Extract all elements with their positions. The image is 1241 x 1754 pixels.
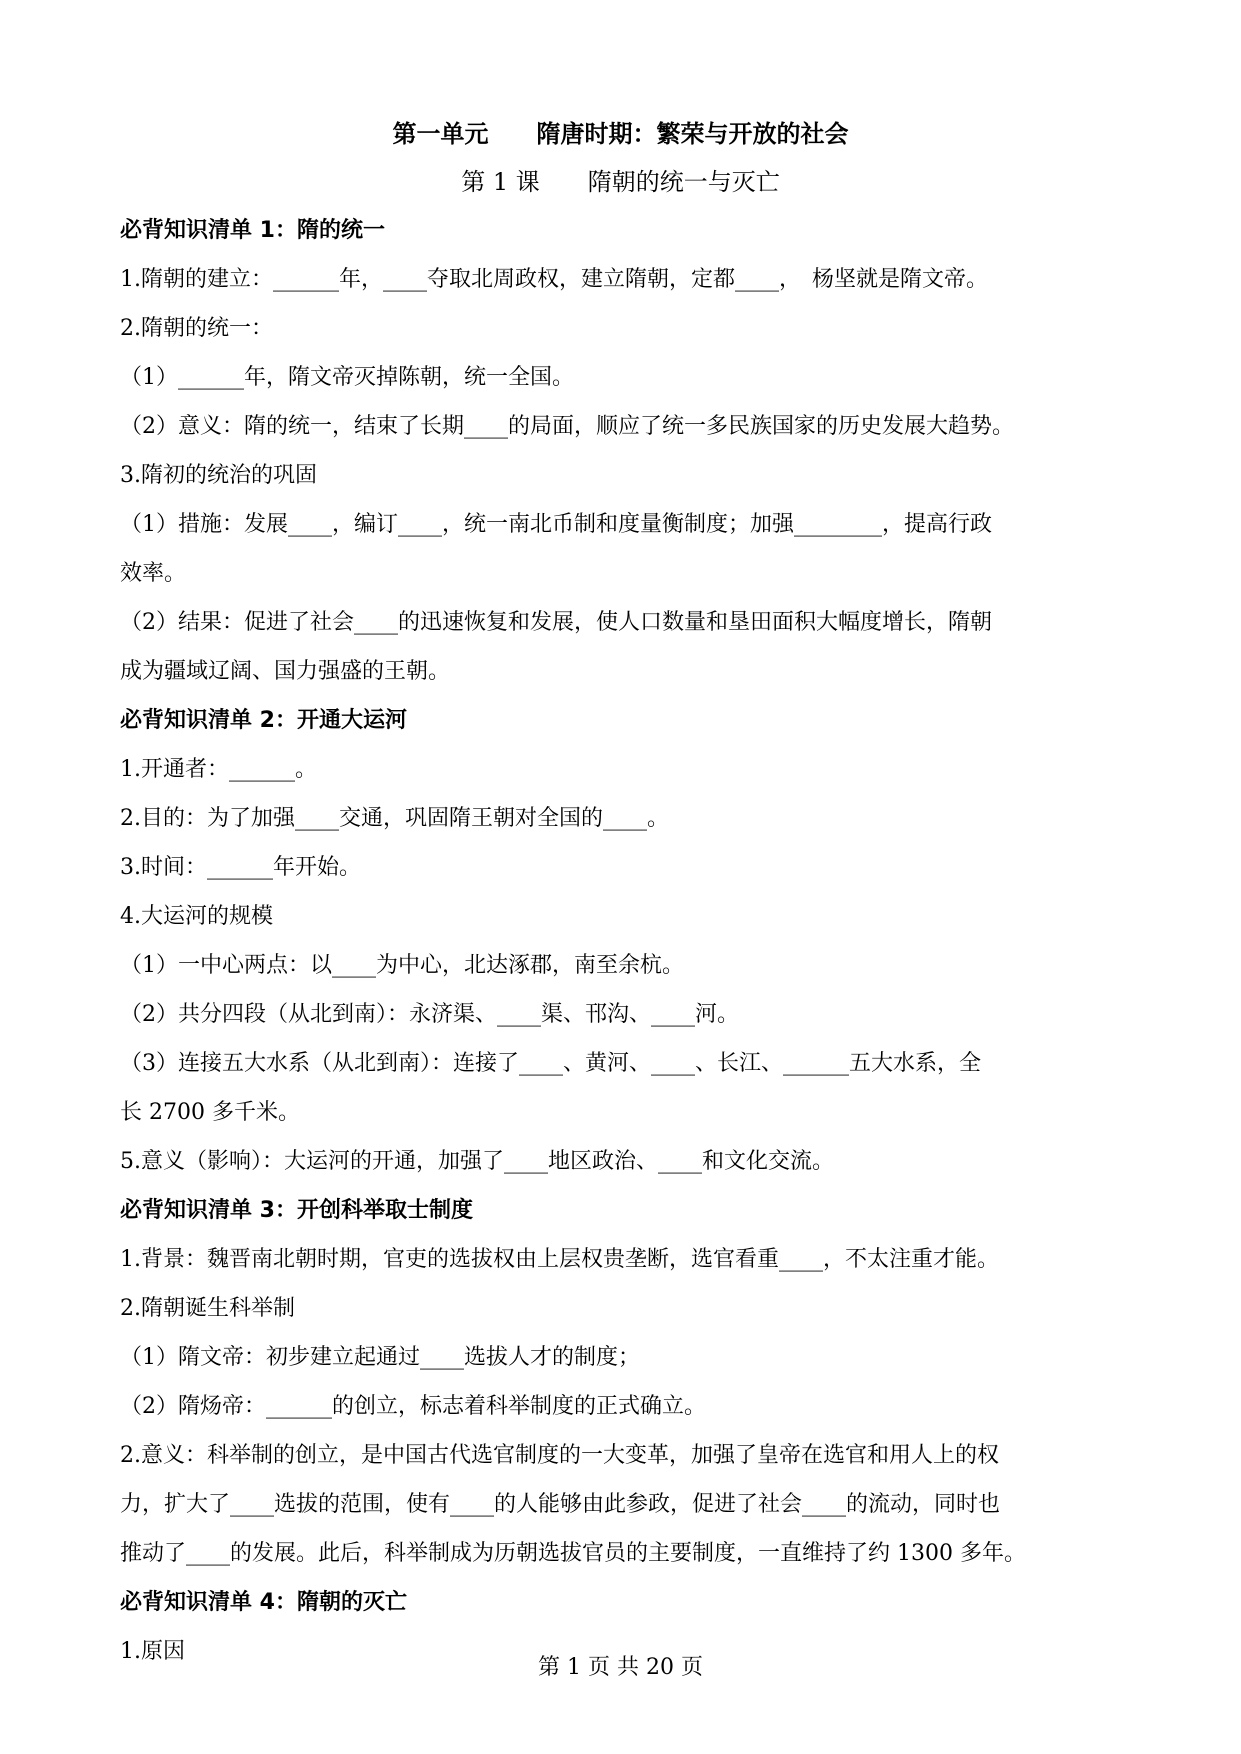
document-body <box>120 206 1120 1676</box>
text-line: （1）一中心两点：以____为中心，北达涿郡，南至余杭。 <box>120 953 684 978</box>
text-line: 力，扩大了____选拔的范围，使有____的人能够由此参政，促进了社会____的流动，同时也 <box>120 1492 1001 1517</box>
section-heading: 必背知识清单 3：开创科举取士制度 <box>120 1198 473 1223</box>
text-line: （2）共分四段（从北到南）：永济渠、____渠、邗沟、____河。 <box>120 1002 739 1027</box>
text-line: （1）______年，隋文帝灭掉陈朝，统一全国。 <box>120 365 574 390</box>
text-line: 2.隋朝诞生科举制 <box>120 1296 295 1321</box>
text-line: 2.意义：科举制的创立，是中国古代选官制度的一大变革，加强了皇帝在选官和用人上的权 <box>120 1443 999 1468</box>
section-heading: 必背知识清单 4：隋朝的灭亡 <box>120 1590 407 1615</box>
text-line: 2.隋朝的统一： <box>120 316 273 341</box>
text-line: 3.隋初的统治的巩固 <box>120 463 317 488</box>
text-line: （1）措施：发展____，编订____，统一南北币制和度量衡制度；加强________，提高行政 <box>120 512 992 537</box>
text-line: 效率。 <box>120 561 187 586</box>
text-line: 1.原因 <box>120 1639 185 1664</box>
text-line: 5.意义（影响）：大运河的开通，加强了____地区政治、____和文化交流。 <box>120 1149 834 1174</box>
text-line: 4.大运河的规模 <box>120 904 273 929</box>
section-heading: 必背知识清单 2：开通大运河 <box>120 708 407 733</box>
text-line: 长 2700 多千米。 <box>120 1100 300 1125</box>
page-number: 第 1 页 共 20 页 <box>538 1655 703 1680</box>
text-line: 1.开通者：______。 <box>120 757 317 782</box>
text-line: 3.时间：______年开始。 <box>120 855 361 880</box>
lesson-title: 第 1 课 隋朝的统一与灭亡 <box>461 168 780 196</box>
text-line: 成为疆域辽阔、国力强盛的王朝。 <box>120 659 451 684</box>
text-line: （3）连接五大水系（从北到南）：连接了____、黄河、____、长江、______五大水系，全 <box>120 1051 981 1076</box>
text-line: （2）隋炀帝：______的创立，标志着科举制度的正式确立。 <box>120 1394 706 1419</box>
text-line: （2）意义：隋的统一，结束了长期____的局面，顺应了统一多民族国家的历史发展大趋势。 <box>120 414 1014 439</box>
text-line: 推动了____的发展。此后，科举制成为历朝选拔官员的主要制度，一直维持了约 1300 多年。 <box>120 1541 1026 1566</box>
text-line: 1.背景：魏晋南北朝时期，官吏的选拔权由上层权贵垄断，选官看重____，不太注重才能。 <box>120 1247 999 1272</box>
text-line: （2）结果：促进了社会____的迅速恢复和发展，使人口数量和垦田面积大幅度增长，隋朝 <box>120 610 992 635</box>
text-line: 2.目的：为了加强____交通，巩固隋王朝对全国的____。 <box>120 806 669 831</box>
text-line: 1.隋朝的建立：______年，____夺取北周政权，建立隋朝，定都____， 杨坚就是隋文帝。 <box>120 267 988 292</box>
text-line: （1）隋文帝：初步建立起通过____选拔人才的制度； <box>120 1345 640 1370</box>
unit-title: 第一单元 隋唐时期：繁荣与开放的社会 <box>392 120 849 148</box>
section-heading: 必背知识清单 1：隋的统一 <box>120 218 385 243</box>
